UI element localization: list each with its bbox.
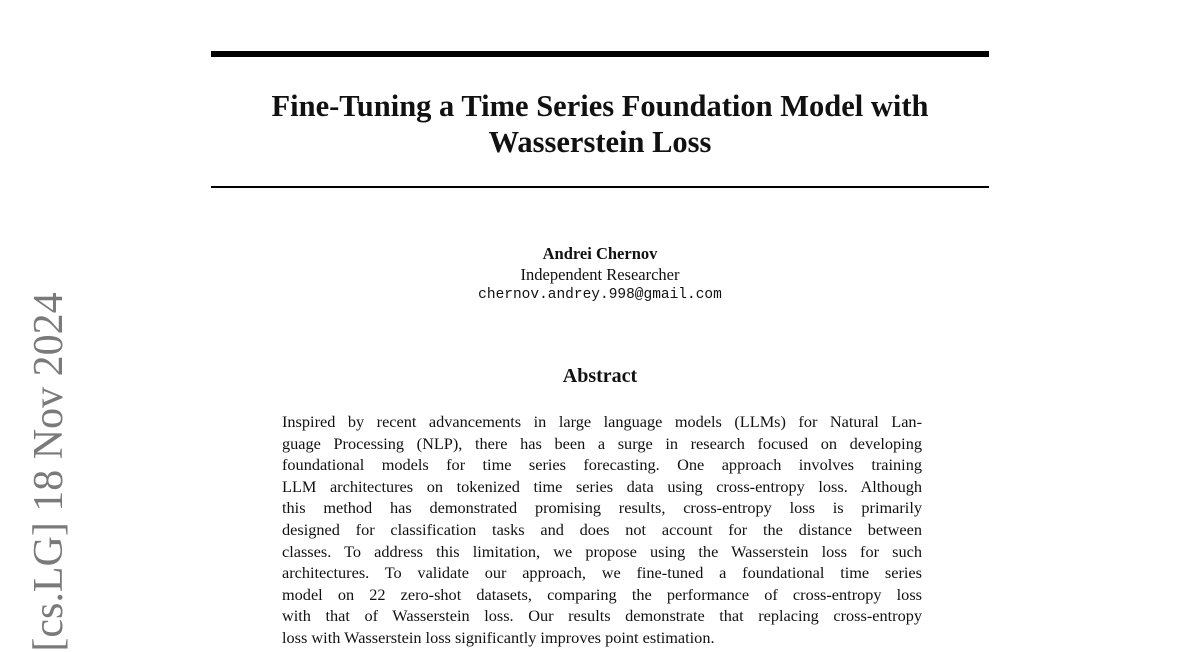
abstract-line: designed for classification tasks and does not account for the distance between (282, 519, 922, 539)
abstract-line: foundational models for time series forecasting. One approach involves training (282, 455, 922, 475)
author-affiliation: Independent Researcher (520, 265, 680, 284)
abstract-line: LLM architectures on tokenized time series data using cross-entropy loss. Although (282, 476, 922, 496)
title-top-rule (211, 51, 989, 57)
author-name: Andrei Chernov (542, 244, 658, 263)
abstract-body (282, 411, 922, 649)
abstract-line: with that of Wasserstein loss. Our results demonstrate that replacing cross-entropy (282, 606, 922, 626)
abstract-line: architectures. To validate our approach, we fine-tuned a foundational time series (282, 563, 922, 583)
abstract-line: Inspired by recent advancements in large language models (LLMs) for Natural Lan- (282, 412, 922, 431)
abstract-heading: Abstract (562, 365, 638, 387)
paper-title (211, 88, 989, 160)
arxiv-side-stamp: [cs.LG] 18 Nov 2024 (26, 292, 72, 652)
abstract-line: loss with Wasserstein loss significantly improves point estimation. (282, 627, 715, 647)
abstract-line: model on 22 zero-shot datasets, comparing the performance of cross-entropy loss (282, 584, 922, 604)
title-bottom-rule (211, 186, 989, 188)
title-line: Wasserstein Loss (488, 125, 712, 159)
abstract-line: classes. To address this limitation, we propose using the Wasserstein loss for such (282, 541, 922, 561)
title-line: Fine-Tuning a Time Series Foundation Model with (271, 89, 929, 123)
abstract-line: guage Processing (NLP), there has been a surge in research focused on developing (282, 433, 922, 453)
abstract-line: this method has demonstrated promising results, cross-entropy loss is primarily (282, 498, 922, 518)
author-block (300, 243, 900, 306)
author-email: chernov.andrey.998@gmail.com (478, 287, 722, 303)
